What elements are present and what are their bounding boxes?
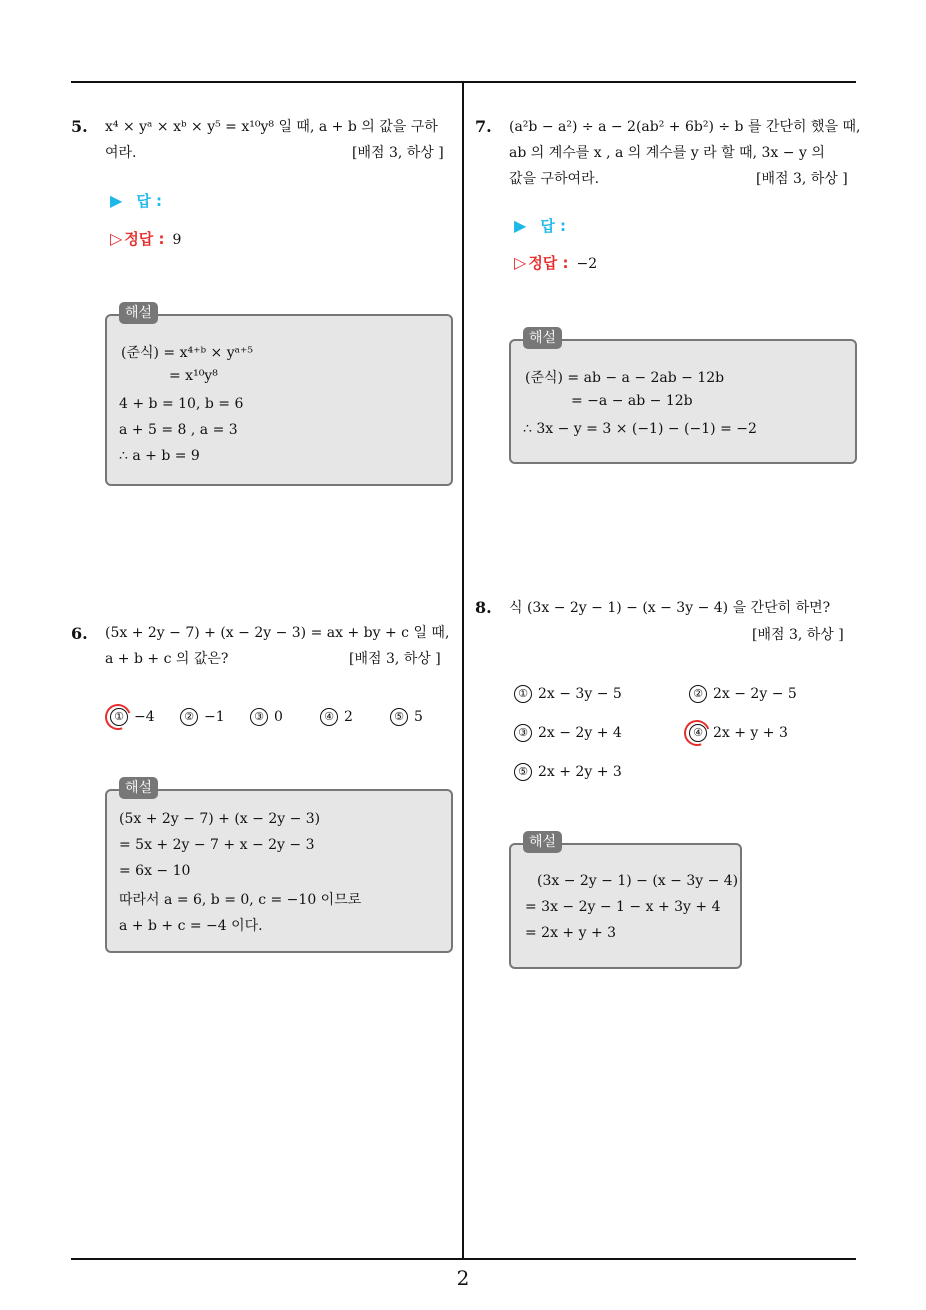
explanation-line: = 3x − 2y − 1 − x + 3y + 4 (525, 899, 721, 915)
problem-text-line: (5x + 2y − 7) + (x − 2y − 3) = ax + by + c 일 때, (105, 625, 450, 641)
choice-number: ⑤ (514, 763, 532, 781)
explanation-line: (준식) = ab − a − 2ab − 12b (525, 370, 725, 386)
answer-label: 답 : (540, 217, 567, 235)
score-label: [배점 3, 하상 ] (752, 627, 844, 643)
problem-number: 5. (71, 117, 88, 136)
column-divider (462, 82, 464, 1260)
explanation-tag: 해설 (119, 777, 158, 799)
explanation-tag: 해설 (119, 302, 158, 324)
correct-answer-row (110, 228, 181, 249)
choice-text: −4 (134, 709, 155, 725)
explanation-line: = x¹⁰y⁸ (169, 368, 218, 384)
problem-number: 8. (475, 598, 492, 617)
problem-text-line: 여라. (105, 145, 137, 161)
outline-play-icon: ▷ (514, 253, 527, 272)
explanation-line: = 6x − 10 (119, 863, 191, 879)
correct-label: 정답 : (528, 254, 569, 272)
choice-4[interactable] (320, 708, 353, 726)
explanation-tag: 해설 (523, 327, 562, 349)
choice-5[interactable] (514, 763, 622, 781)
choice-number: ② (689, 685, 707, 703)
choice-number: ④ (320, 708, 338, 726)
correct-value: 9 (172, 232, 182, 248)
problem-number: 6. (71, 624, 88, 643)
choice-number: ③ (250, 708, 268, 726)
answer-label: 답 : (136, 192, 163, 210)
selected-answer-mark (680, 716, 715, 751)
outline-play-icon: ▷ (110, 229, 123, 248)
play-icon: ▶ (110, 191, 123, 210)
choice-2[interactable] (689, 685, 797, 703)
explanation-line: (3x − 2y − 1) − (x − 3y − 4) (537, 873, 739, 889)
explanation-line: (준식) = x⁴⁺ᵇ × yᵃ⁺⁵ (121, 345, 254, 361)
choice-number: ① (514, 685, 532, 703)
answer-row[interactable] (110, 190, 162, 211)
explanation-box (105, 305, 453, 486)
correct-answer-row (514, 252, 597, 273)
explanation-line: = −a − ab − 12b (571, 393, 693, 409)
correct-label: 정답 : (124, 230, 165, 248)
problem-text-line: x⁴ × yᵃ × xᵇ × y⁵ = x¹⁰y⁸ 일 때, a + b 의 값을 구하 (105, 119, 438, 135)
choice-2[interactable] (180, 708, 225, 726)
score-label: [배점 3, 하상 ] (352, 145, 444, 161)
selected-answer-mark (101, 700, 136, 735)
choice-3[interactable] (250, 708, 283, 726)
answer-row[interactable] (514, 215, 566, 236)
choice-1[interactable] (514, 685, 622, 703)
choice-number: ⑤ (390, 708, 408, 726)
explanation-line: a + 5 = 8 , a = 3 (119, 422, 238, 438)
explanation-tag: 해설 (523, 831, 562, 853)
problem-text-line: a + b + c 의 값은? (105, 651, 229, 667)
choice-text: 2x − 3y − 5 (538, 686, 622, 702)
explanation-line: ∴ a + b = 9 (119, 448, 200, 464)
correct-value: −2 (576, 256, 598, 272)
explanation-line: = 2x + y + 3 (525, 925, 617, 941)
top-rule (71, 81, 856, 83)
choice-5[interactable] (390, 708, 423, 726)
choice-text: 2x − 2y − 5 (713, 686, 797, 702)
explanation-line: 4 + b = 10, b = 6 (119, 396, 244, 412)
problem-text-line: 값을 구하여라. (509, 171, 600, 187)
choice-text: 5 (414, 709, 423, 725)
choice-text: 2 (344, 709, 353, 725)
choice-text: 2x + 2y + 3 (538, 764, 622, 780)
choice-number: ③ (514, 724, 532, 742)
explanation-line: ∴ 3x − y = 3 × (−1) − (−1) = −2 (523, 421, 757, 437)
explanation-box (509, 330, 857, 464)
choice-number: ④ (689, 724, 707, 742)
problem-text-line: ab 의 계수를 x , a 의 계수를 y 라 할 때, 3x − y 의 (509, 145, 825, 161)
explanation-line: 따라서 a = 6, b = 0, c = −10 이므로 (119, 892, 362, 908)
explanation-line: = 5x + 2y − 7 + x − 2y − 3 (119, 837, 315, 853)
explanation-line: (5x + 2y − 7) + (x − 2y − 3) (119, 811, 321, 827)
explanation-line: a + b + c = −4 이다. (119, 918, 263, 934)
score-label: [배점 3, 하상 ] (756, 171, 848, 187)
choice-number: ② (180, 708, 198, 726)
choice-3[interactable] (514, 724, 622, 742)
choice-number: ① (110, 708, 128, 726)
choice-text: 0 (274, 709, 283, 725)
choice-text: −1 (204, 709, 225, 725)
page-number: 2 (456, 1266, 470, 1290)
bottom-rule (71, 1258, 856, 1260)
problem-text-line: (a²b − a²) ÷ a − 2(ab² + 6b²) ÷ b 를 간단히 했을 때, (509, 119, 861, 135)
explanation-box (105, 780, 453, 953)
score-label: [배점 3, 하상 ] (349, 651, 441, 667)
play-icon: ▶ (514, 216, 527, 235)
explanation-box (509, 834, 742, 969)
problem-text-line: 식 (3x − 2y − 1) − (x − 3y − 4) 을 간단히 하면? (509, 600, 831, 616)
problem-number: 7. (475, 117, 492, 136)
choice-text: 2x + y + 3 (713, 725, 788, 741)
choice-text: 2x − 2y + 4 (538, 725, 622, 741)
